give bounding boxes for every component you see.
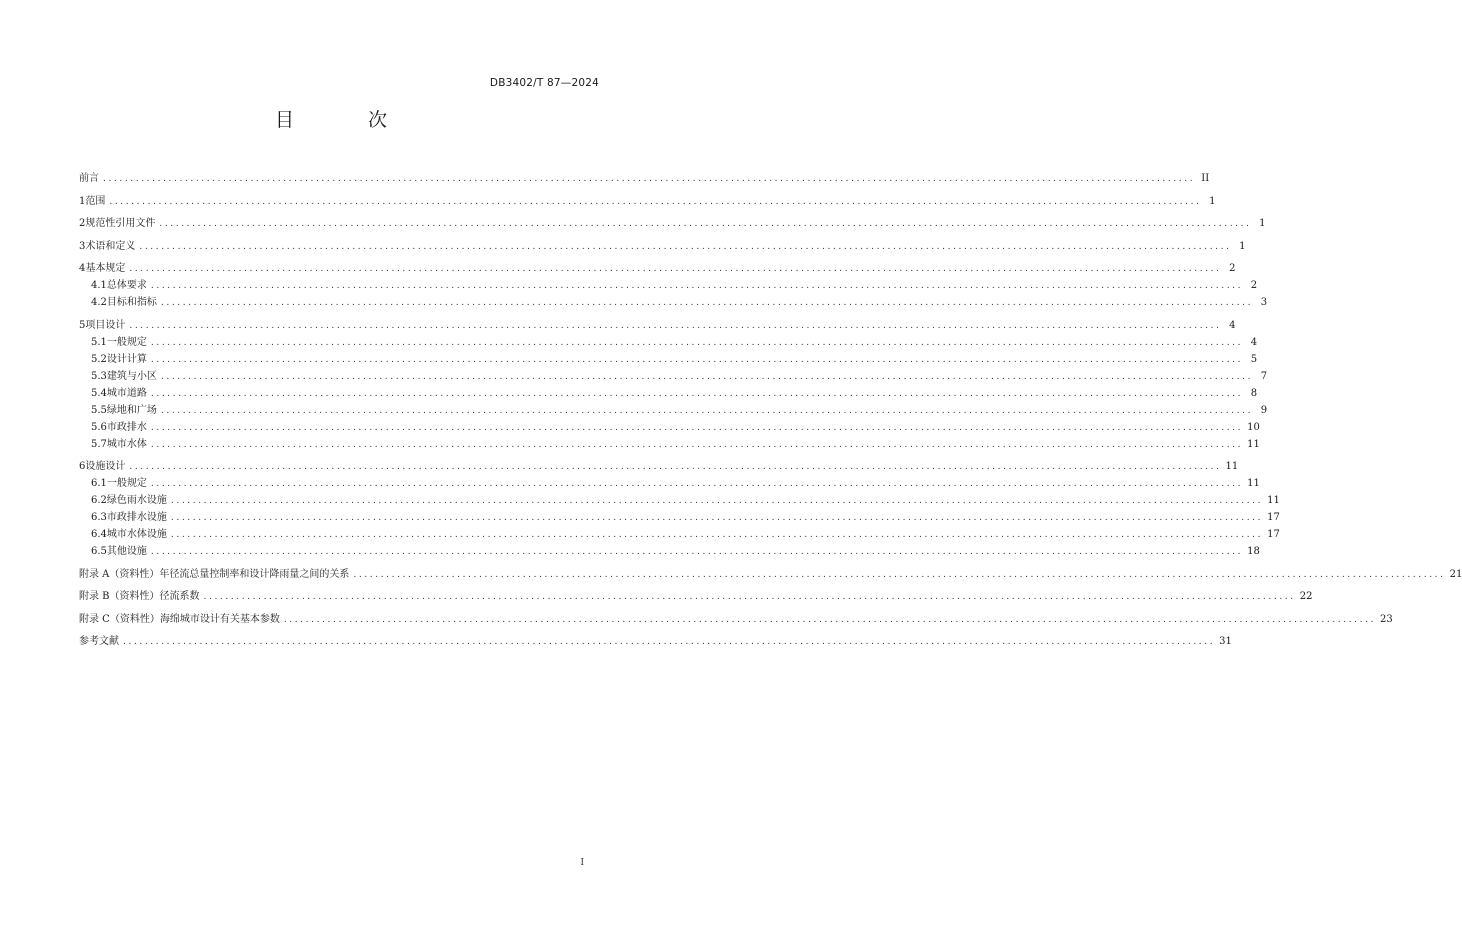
toc-entry-number: 5.2 — [91, 353, 107, 365]
toc-entry-label: 目标和指标 — [106, 297, 157, 308]
toc-entry-label: 城市道路 — [106, 387, 147, 399]
toc-entry-number: 6.3 — [91, 512, 107, 523]
dot-leader: ........................................................................................................................................................................................................ — [160, 298, 1254, 308]
dot-leader: ........................................................................................................................................................................................................ — [170, 496, 1264, 506]
toc-entry-label: 年径流总量控制率和设计降雨量之间的关系 — [159, 568, 350, 580]
dot-leader: ........................................................................................................................................................................................................ — [123, 637, 1216, 647]
toc-entry-page: 1 — [1209, 195, 1216, 207]
toc-entry-label: 前言 — [79, 173, 99, 184]
toc-entry-number: 5 — [79, 319, 86, 331]
dot-leader: ........................................................................................................................................................................................................ — [103, 174, 1196, 184]
toc-entry-page: II — [1201, 173, 1210, 184]
toc-entry-label: 一般规定 — [106, 478, 147, 489]
toc-entry[interactable] — [79, 277, 1258, 294]
toc-entry-number: 5.6 — [91, 421, 107, 433]
toc-entry[interactable] — [79, 458, 1239, 475]
toc-entry-label: 术语和定义 — [85, 240, 136, 252]
dot-leader: ........................................................................................................................................................................................................ — [283, 614, 1377, 625]
toc-entry-page: 17 — [1267, 512, 1280, 523]
toc-entry-label: 参考文献 — [79, 636, 119, 647]
table-of-contents — [79, 170, 1462, 650]
toc-entry-page: 3 — [1260, 297, 1268, 308]
toc-entry-label: 绿色雨水设施 — [106, 495, 167, 506]
dot-leader: ........................................................................................................................................................................................................ — [150, 388, 1244, 399]
toc-entry-number: 附录 A（资料性） — [79, 568, 160, 580]
toc-entry-number: 5.4 — [91, 387, 107, 399]
toc-entry-page: 8 — [1250, 387, 1258, 399]
toc-entry-page: 1 — [1239, 240, 1246, 252]
toc-entry[interactable] — [79, 385, 1258, 402]
toc-entry[interactable] — [79, 170, 1210, 187]
toc-entry-page: 18 — [1247, 546, 1260, 557]
dot-leader: ........................................................................................................................................................................................................ — [150, 422, 1244, 433]
dot-leader: ........................................................................................................................................................................................................ — [150, 479, 1244, 489]
dot-leader: ........................................................................................................................................................................................................ — [109, 196, 1202, 207]
toc-entry-page: 11 — [1247, 478, 1260, 489]
toc-entry-number: 附录 C（资料性） — [79, 613, 160, 625]
toc-entry[interactable] — [79, 436, 1260, 453]
toc-entry-label: 设计计算 — [106, 353, 147, 365]
dot-leader: ........................................................................................................................................................................................................ — [353, 569, 1446, 580]
toc-entry-page: 1 — [1259, 218, 1266, 229]
toc-entry-page: 7 — [1260, 370, 1268, 382]
dot-leader: ........................................................................................................................................................................................................ — [129, 264, 1222, 274]
toc-entry-page: 4 — [1229, 319, 1236, 331]
toc-entry[interactable] — [79, 317, 1236, 334]
toc-entry-number: 4.1 — [91, 280, 107, 291]
dot-leader: ........................................................................................................................................................................................................ — [150, 354, 1244, 365]
toc-entry-page: 21 — [1449, 568, 1462, 580]
dot-leader: ........................................................................................................................................................................................................ — [170, 530, 1264, 540]
toc-entry-page: 11 — [1267, 495, 1280, 506]
toc-entry-label: 设施设计 — [85, 461, 126, 472]
toc-entry[interactable] — [79, 526, 1280, 543]
dot-leader: ........................................................................................................................................................................................................ — [150, 439, 1244, 450]
toc-entry[interactable] — [79, 588, 1313, 605]
toc-entry-page: 2 — [1250, 280, 1258, 291]
page-number: I — [580, 858, 584, 868]
toc-entry-label: 城市水体设施 — [106, 529, 167, 540]
toc-entry-number: 6.4 — [91, 529, 107, 540]
toc-entry[interactable] — [79, 351, 1258, 368]
dot-leader: ........................................................................................................................................................................................................ — [150, 337, 1244, 348]
toc-entry-page: 9 — [1260, 404, 1268, 416]
toc-entry-label: 范围 — [85, 195, 106, 207]
page-title: 目 次 — [274, 109, 422, 131]
dot-leader: ........................................................................................................................................................................................................ — [129, 320, 1222, 331]
dot-leader: ........................................................................................................................................................................................................ — [129, 462, 1222, 472]
toc-entry-label: 建筑与小区 — [106, 370, 157, 382]
toc-entry[interactable] — [79, 611, 1393, 628]
toc-entry-label: 市政排水 — [106, 421, 147, 433]
toc-entry-page: 2 — [1229, 263, 1236, 274]
dot-leader: ........................................................................................................................................................................................................ — [170, 513, 1264, 523]
toc-entry-page: 11 — [1225, 461, 1239, 472]
toc-entry-label: 基本规定 — [85, 263, 126, 274]
toc-entry[interactable] — [79, 294, 1268, 311]
toc-entry-label: 绿地和广场 — [106, 404, 157, 416]
toc-entry[interactable] — [79, 238, 1246, 255]
toc-entry-label: 其他设施 — [106, 546, 147, 557]
toc-entry-number: 2 — [79, 218, 86, 229]
toc-entry-page: 31 — [1219, 636, 1232, 647]
toc-entry-number: 5.1 — [91, 336, 107, 348]
toc-entry-number: 5.7 — [91, 438, 107, 450]
toc-entry[interactable] — [79, 543, 1260, 560]
dot-leader: ........................................................................................................................................................................................................ — [160, 371, 1254, 382]
toc-entry-number: 4.2 — [91, 297, 107, 308]
toc-entry[interactable] — [79, 509, 1280, 526]
toc-entry-number: 1 — [79, 195, 86, 207]
toc-entry[interactable] — [79, 368, 1268, 385]
toc-entry-label: 海绵城市设计有关基本参数 — [159, 613, 280, 625]
toc-entry[interactable] — [79, 193, 1216, 210]
toc-entry-label: 规范性引用文件 — [85, 218, 156, 229]
toc-entry[interactable] — [79, 215, 1266, 232]
toc-entry-page: 4 — [1250, 336, 1258, 348]
dot-leader: ........................................................................................................................................................................................................ — [203, 592, 1296, 602]
dot-leader: ........................................................................................................................................................................................................ — [139, 241, 1232, 252]
toc-entry-label: 市政排水设施 — [106, 512, 167, 523]
toc-entry-label: 一般规定 — [106, 336, 147, 348]
toc-entry-number: 附录 B（资料性） — [79, 591, 160, 602]
dot-leader: ........................................................................................................................................................................................................ — [160, 405, 1254, 416]
toc-entry-number: 6 — [79, 461, 86, 472]
toc-entry-page: 17 — [1267, 529, 1280, 540]
toc-entry-page: 10 — [1247, 421, 1260, 433]
dot-leader: ........................................................................................................................................................................................................ — [150, 281, 1244, 291]
toc-entry[interactable] — [79, 402, 1268, 419]
toc-entry-label: 项目设计 — [85, 319, 126, 331]
toc-entry-label: 总体要求 — [106, 280, 147, 291]
toc-entry[interactable] — [79, 566, 1462, 583]
toc-entry[interactable] — [79, 419, 1260, 436]
toc-entry-number: 3 — [79, 240, 86, 252]
toc-entry[interactable] — [79, 492, 1280, 509]
toc-entry-number: 5.3 — [91, 370, 107, 382]
toc-entry-number: 6.5 — [91, 546, 107, 557]
toc-entry[interactable] — [79, 260, 1236, 277]
toc-entry-page: 23 — [1380, 613, 1393, 625]
toc-entry-page: 5 — [1250, 353, 1258, 365]
toc-entry-number: 5.5 — [91, 404, 107, 416]
toc-entry-page: 11 — [1247, 438, 1260, 450]
toc-entry[interactable] — [79, 633, 1232, 650]
toc-entry-number: 6.2 — [91, 495, 107, 506]
toc-entry-label: 径流系数 — [159, 591, 200, 602]
toc-entry-number: 4 — [79, 263, 86, 274]
dot-leader: ........................................................................................................................................................................................................ — [159, 219, 1252, 229]
toc-entry-page: 22 — [1299, 591, 1313, 602]
toc-entry-label: 城市水体 — [106, 438, 147, 450]
dot-leader: ........................................................................................................................................................................................................ — [150, 547, 1244, 557]
toc-entry[interactable] — [79, 334, 1258, 351]
toc-entry[interactable] — [79, 475, 1260, 492]
toc-entry-number: 6.1 — [91, 478, 107, 489]
document-code: DB3402/T 87—2024 — [489, 77, 599, 89]
